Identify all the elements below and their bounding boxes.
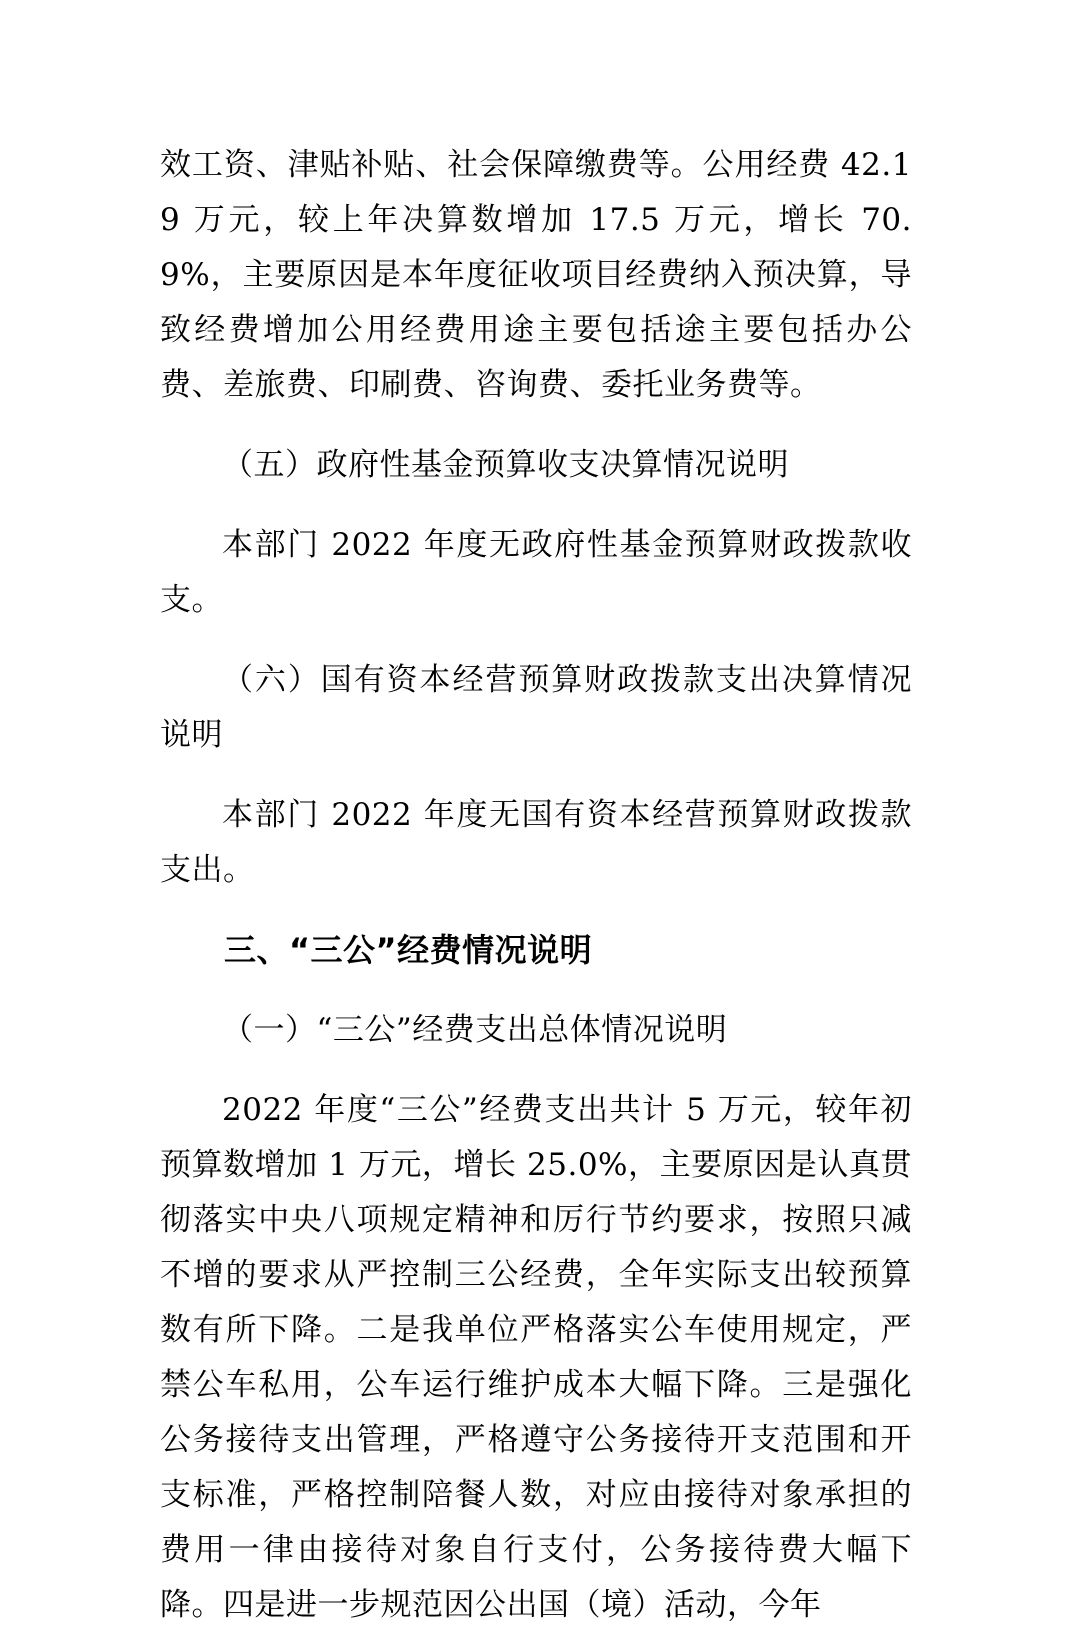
body-paragraph-state-capital-budget: 本部门 2022 年度无国有资本经营预算财政拨款支出。	[160, 797, 912, 888]
section-heading-three-public-expenses: 三、“三公”经费情况说明	[224, 931, 593, 969]
subheading-section-six: （六）国有资本经营预算财政拨款支出决算情况说明	[160, 662, 912, 753]
body-paragraph-gov-fund-budget: 本部门 2022 年度无政府性基金预算财政拨款收支。	[160, 527, 912, 618]
subheading-section-five: （五）政府性基金预算收支决算情况说明	[222, 447, 789, 483]
body-paragraph-public-funds: 效工资、津贴补贴、社会保障缴费等。公用经费 42.19 万元，较上年决算数增加 17.5 万元，增长 70.9%，主要原因是本年度征收项目经费纳入预决算，导致经费增加公用经费用途主要包括途主要包括办公费、差旅费、印刷费、咨询费、委托业务费等。	[160, 147, 912, 403]
body-paragraph-three-public-expenses-detail: 2022 年度“三公”经费支出共计 5 万元，较年初预算数增加 1 万元，增长 25.0%，主要原因是认真贯彻落实中央八项规定精神和厉行节约要求，按照只减不增的要求从严控制三公经费，全年实际支出较预算数有所下降。二是我单位严格落实公车使用规定，严禁公车私用，公车运行维护成本大幅下降。三是强化公务接待支出管理，严格遵守公务接待开支范围和开支标准，严格控制陪餐人数，对应由接待对象承担的费用一律由接待对象自行支付，公务接待费大幅下降。四是进一步规范因公出国（境）活动，今年	[160, 1092, 912, 1623]
subheading-section-one: （一）“三公”经费支出总体情况说明	[222, 1012, 728, 1048]
